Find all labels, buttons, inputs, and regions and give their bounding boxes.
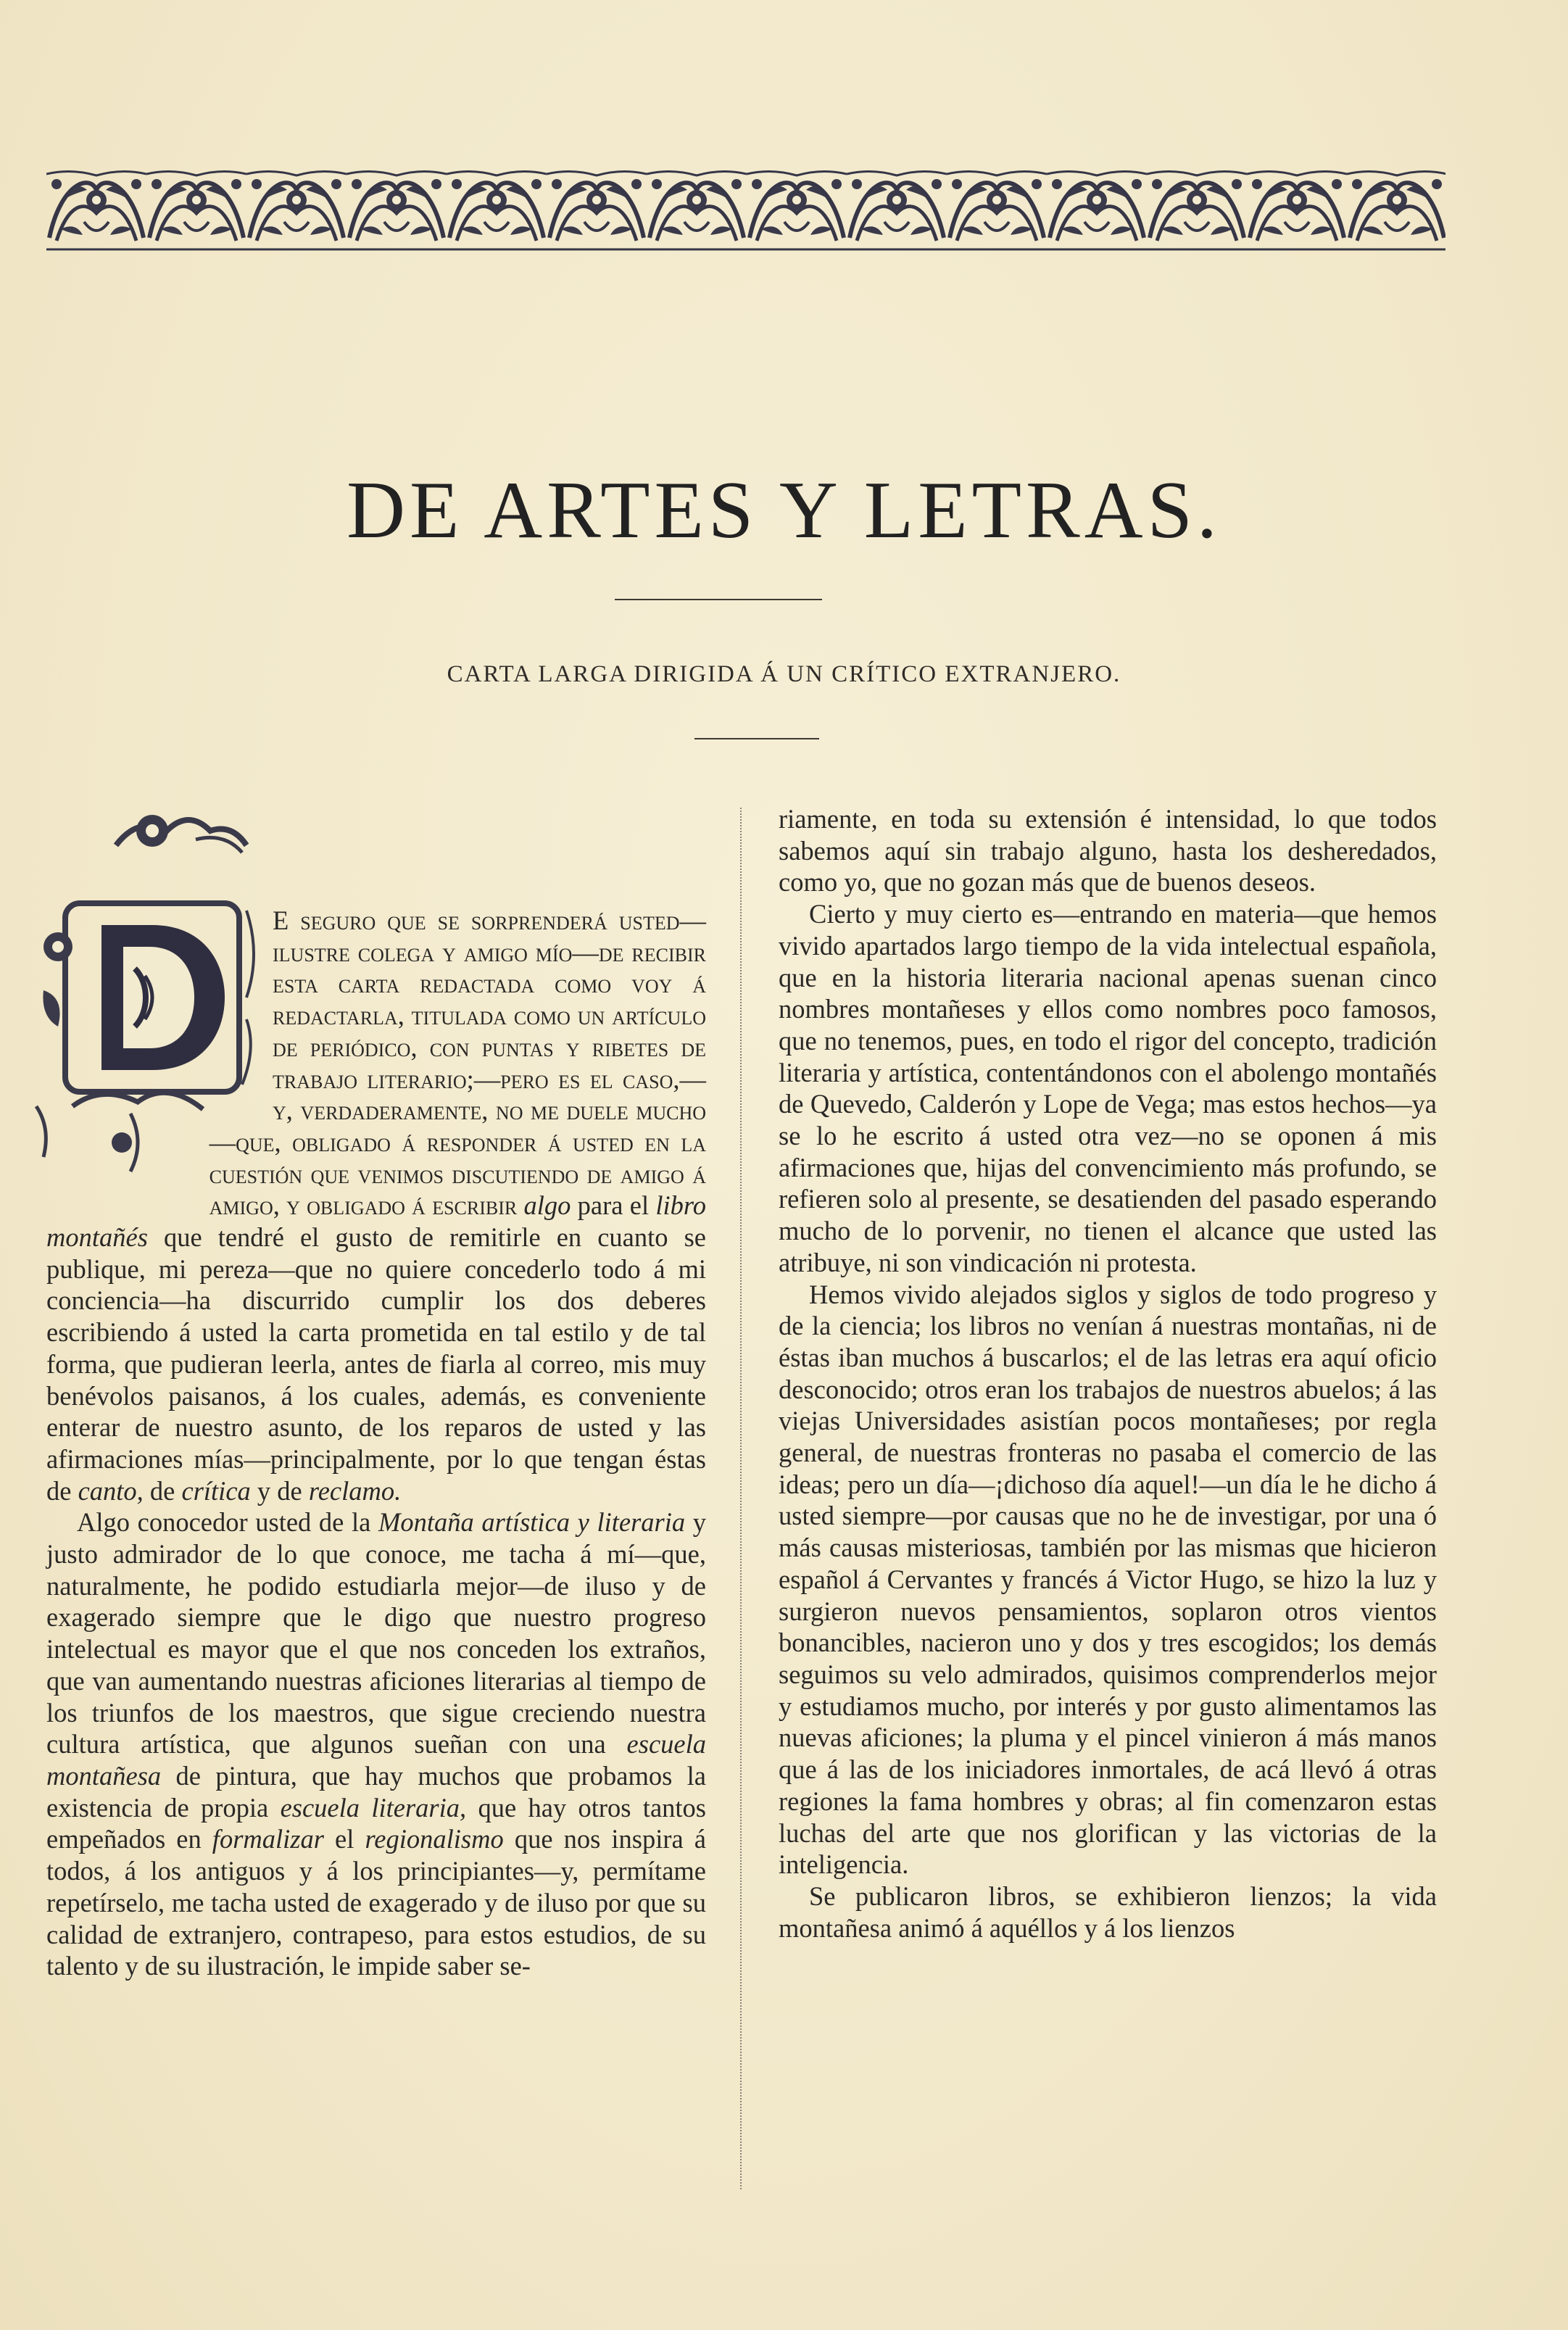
italic-escuela-montanesa: escuela montañesa — [46, 1729, 706, 1791]
left-column — [46, 803, 706, 1982]
ornamental-header-band — [46, 168, 1445, 254]
italic-critica: crítica — [181, 1475, 251, 1506]
text-run: para el — [571, 1190, 656, 1221]
paragraph-continued: riamente, en toda su extensión é intensidad, lo que todos sabemos aquí sin trabajo alguno, hasta los desheredados, como yo, que no gozan más que de buenos deseos. — [779, 804, 1437, 897]
paragraph-1-text: E seguro que se sorprenderá usted—ilustre colega y amigo mío—de recibir esta carta redactada como voy á redactarla, titulada como un artículo de periódico, con puntas y ribetes de trabajo literario;—pero es el caso,—y, verdaderamente, no me duele mucho—que, obligado á responder á usted en la cuestión que venimos discutiendo de amigo á amigo, y obligado á escribir — [209, 905, 706, 1221]
text-run: de pintura, que hay muchos que probamos la existencia de propia — [46, 1760, 706, 1823]
subtitle: CARTA LARGA DIRIGIDA Á UN CRÍTICO EXTRANJERO. — [447, 661, 1121, 687]
text-run: que tendré el gusto de remitirle en cuanto se publique, mi pereza—que no quiere concederlo todo á mi conciencia—ha discurrido cumplir los dos deberes escribiendo á usted la carta prometida en tal estilo y de tal forma, que pudieran leerla, antes de fiarla al correo, mis muy benévolos paisanos, á los cuales, además, es conveniente enterar de nuestro asunto, de los reparos de usted y las afirmaciones mías—principalmente, por lo que tengan éstas de — [46, 1222, 706, 1506]
subtitle-rule — [694, 738, 819, 739]
italic-formalizar: formalizar — [212, 1824, 324, 1854]
italic-reclamo: reclamo. — [308, 1475, 402, 1506]
paragraph-2 — [46, 1506, 706, 1982]
right-column — [779, 803, 1437, 1944]
text-run: de — [143, 1475, 182, 1506]
text-run: y de — [250, 1475, 309, 1506]
italic-canto: canto, — [78, 1475, 144, 1506]
column-divider — [740, 808, 743, 2189]
paragraph-se-publicaron: Se publicaron libros, se exhibieron lienzos; la vida montañesa animó á aquéllos y á los lienzos — [779, 1881, 1437, 1943]
paragraph-hemos-vivido: Hemos vivido alejados siglos y siglos de todo progreso y de la ciencia; los libros no venían á nuestras montañas, ni de éstas iban muchos á buscarlos; el de las letras era aquí oficio desconocido; otros eran los trabajos de nuestros abuelos; á las viejas Universidades asistían pocos montañeses; por regla general, de nuestras fronteras no pasaba el comercio de las ideas; pero un día—¡dichoso día aquel!—un día le he dicho á usted siempre—por causas que no he de investigar, por una ó más causas misteriosas, también por las mismas que hicieron español á Cervantes y francés á Victor Hugo, se hizo la luz y surgieron nuevos pensamientos, soplaron otros vientos bonancibles, nacieron uno y dos y tres escogidos; los demás seguimos su velo admirados, quisimos comprenderlos mejor y estudiamos mucho, por interés y por gusto alimentamos las nuevas aficiones; la pluma y el pincel vinieron á más manos que á las de los iniciadores inmortales, de acá llevó á otras regiones la fama hombres y obras; al fin comenzaron estas luchas del arte que nos glorifican y las victorias de la inteligencia. — [779, 1279, 1437, 1880]
paragraph-cierto: Cierto y muy cierto es—entrando en materia—que hemos vivido apartados largo tiempo de la vida intelectual española, que en la historia literaria nacional apenas suenan cinco nombres montañeses y ellos como nombres poco famosos, que no tenemos, pues, en todo el rigor del concepto, tradición literaria y artística, contentándonos con el abolengo montañés de Quevedo, Calderón y Lope de Vega; mas estos hechos—ya se lo he escrito á usted otra vez—no se oponen á mis afirmaciones que, hijas del convencimiento más profundo, se refieren solo al presente, se desatienden del pasado esperando mucho de lo porvenir, no tienen el alcance que usted las atribuye, ni son vindicación ni protesta. — [779, 899, 1437, 1277]
text-run: el — [323, 1824, 365, 1854]
paragraph-1 — [46, 803, 706, 1506]
title-rule — [615, 599, 822, 600]
italic-regionalismo: regionalismo — [365, 1824, 504, 1854]
italic-escuela-literaria: escuela literaria, — [280, 1792, 467, 1823]
italic-algo: algo — [523, 1190, 571, 1221]
page-title: DE ARTES Y LETRAS. — [347, 465, 1221, 555]
italic-libro-montanes: libro montañés — [46, 1190, 706, 1253]
text-run: que nos inspira á todos, á los antiguos y á los principiantes—y, permítame repetírselo, me tacha usted de exagerado y de iluso por que su calidad de extranjero, contrapeso, para estos estudios, de su talento y de su ilustración, le impide saber se- — [46, 1824, 706, 1981]
text-run: Algo conocedor usted de la — [77, 1507, 378, 1538]
italic-montana-artistica: Montaña artística y literaria — [378, 1507, 686, 1538]
floral-scroll-band-icon — [46, 168, 1445, 254]
text-run: que hay otros tantos empeñados en — [46, 1792, 706, 1854]
text-run: y justo admirador de lo que conoce, me tacha á mí—que, naturalmente, he podido estudiarla mejor—de iluso y de exagerado siempre que le digo que nuestro progreso intelectual es mayor que el que nos conceden los extraños, que van aumentando nuestras aficiones literarias al tiempo de los triunfos de los maestros, que sigue creciendo nuestra cultura artística, que algunos sueñan con una — [46, 1507, 707, 1759]
